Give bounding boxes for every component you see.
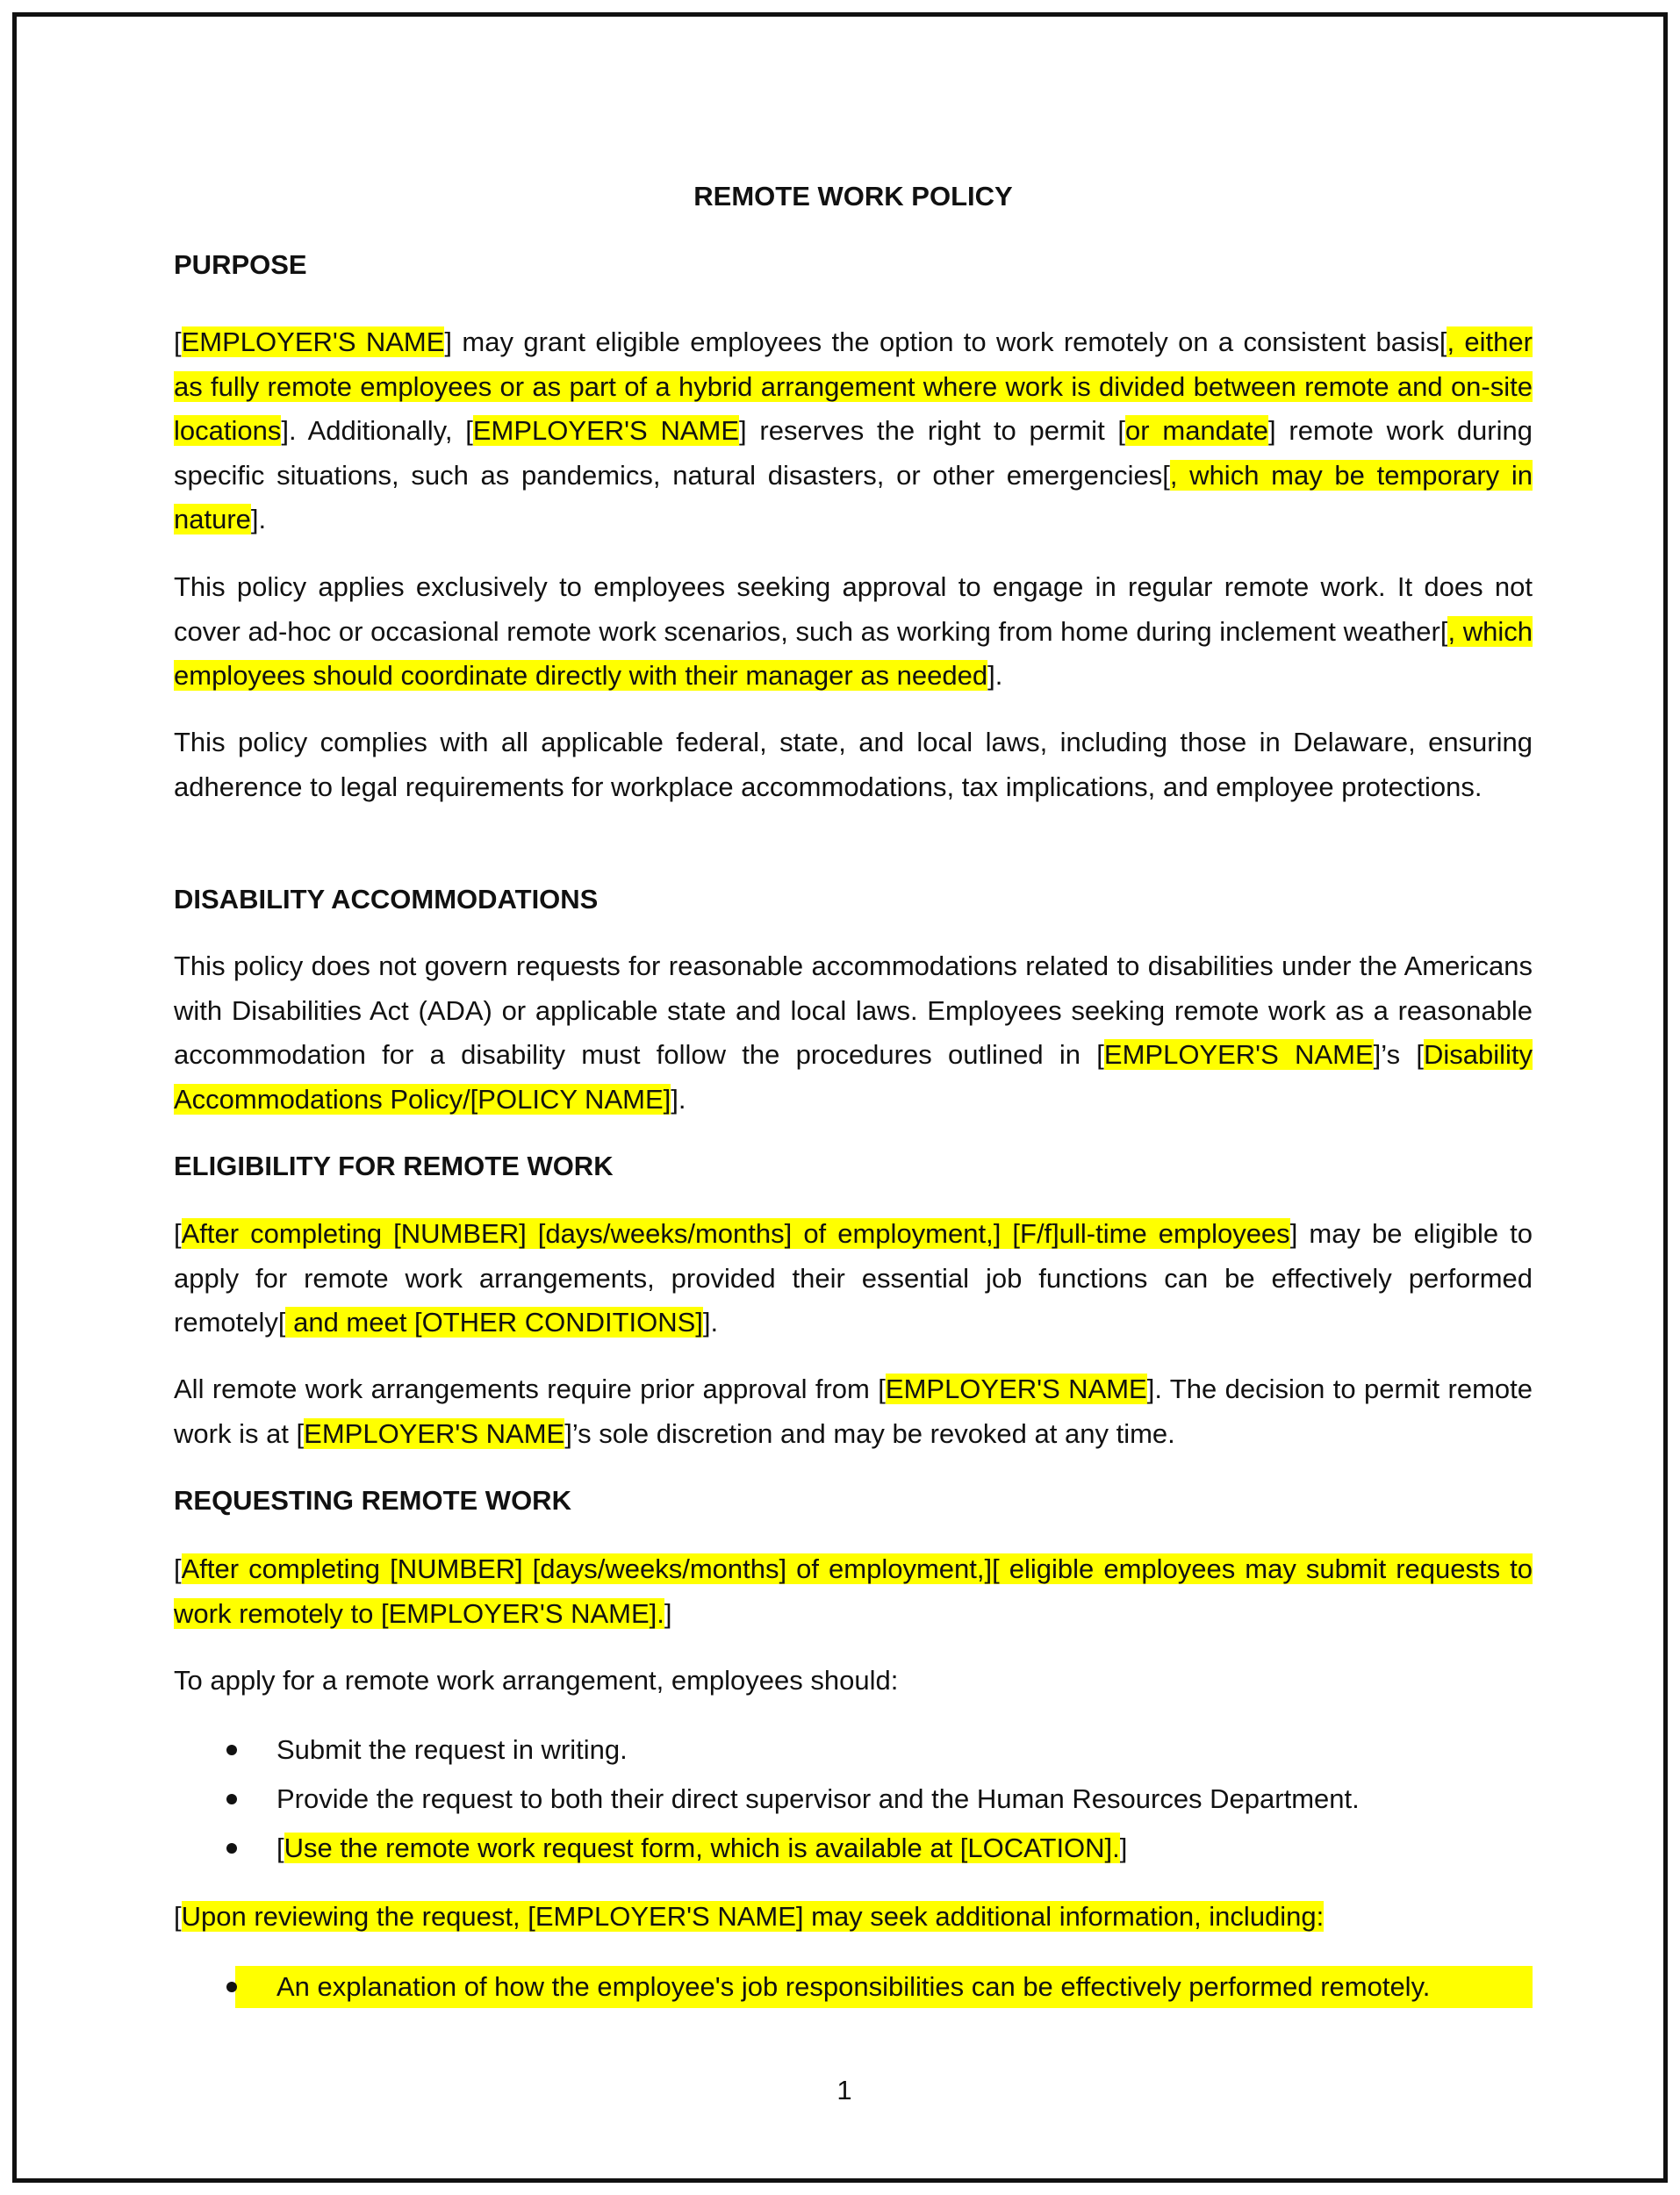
bullet-icon — [226, 1794, 237, 1804]
section-heading-eligibility: ELIGIBILITY FOR REMOTE WORK — [174, 1151, 614, 1181]
highlighted-placeholder: EMPLOYER'S NAME — [472, 415, 740, 446]
highlighted-placeholder: EMPLOYER'S NAME — [885, 1374, 1147, 1404]
text-run: ] remote work during specific situations, such as pandemics, natural disasters, or other emergencies[ — [174, 415, 1533, 491]
highlighted-placeholder: EMPLOYER'S NAME — [304, 1417, 565, 1449]
page-number: 1 — [836, 2075, 852, 2105]
text-run: This policy complies with all applicable federal, state, and local laws, including those in Delaware, ensuring adherence to legal requirements for workplace accommodations, tax implications, and employee protections. — [174, 727, 1533, 802]
highlighted-placeholder: , which employees should coordinate directly with their manager as needed — [174, 615, 1533, 691]
document-title: REMOTE WORK POLICY — [693, 181, 1013, 212]
highlighted-placeholder: EMPLOYER'S NAME — [181, 326, 445, 357]
section-heading-purpose: PURPOSE — [174, 249, 307, 280]
additional-info-list — [174, 1962, 1533, 2012]
highlighted-placeholder: and meet [OTHER CONDITIONS] — [285, 1307, 703, 1338]
text-run: This policy does not govern requests for reasonable accommodations related to disabilities under the Americans with Disabilities Act (ADA) or applicable state and local laws. Employees seeking remote work as a reasonable accommodation for a disability must follow the procedures outlined in [ — [174, 950, 1533, 1070]
list-item: An explanation of how the employee's job responsibilities can be effectively performed remotely. — [174, 1962, 1533, 2012]
text-run: ]. Additionally, [ — [281, 415, 473, 446]
text-run: [ — [174, 1553, 182, 1584]
text-run: [ — [174, 1218, 182, 1249]
text-run: ]’s [ — [1373, 1039, 1424, 1070]
highlighted-bullet-text: [Use the remote work request form, which is available at [LOCATION].] — [276, 1833, 1128, 1863]
bullet-icon — [226, 1745, 237, 1755]
purpose-paragraph-1 — [174, 320, 1533, 542]
text-run: All remote work arrangements require prior approval from [ — [174, 1374, 886, 1404]
text-run: ] may be eligible to apply for remote work arrangements, provided their essential job functions can be effectively performed remotely[ — [174, 1218, 1533, 1338]
document-page — [12, 12, 1668, 2183]
highlighted-placeholder: After completing [NUMBER] [days/weeks/months] of employment,] [F/f]ull-time employees — [181, 1218, 1290, 1249]
text-run: ]. — [987, 660, 1003, 691]
highlighted-placeholder: , either as fully remote employees or as part of a hybrid arrangement where work is divided between remote and on-site locations — [174, 326, 1533, 446]
list-item: Submit the request in writing. — [174, 1725, 1533, 1775]
bullet-icon — [226, 1982, 237, 1992]
requirements-list — [174, 1725, 1533, 1873]
text-run: ] may grant eligible employees the option to work remotely on a consistent basis[ — [444, 326, 1447, 357]
text-run: ] — [664, 1597, 672, 1629]
text-run: ]’s sole discretion and may be revoked at any time. — [564, 1417, 1175, 1449]
highlighted-placeholder: After completing [NUMBER] [days/weeks/months] of employment,][ eligible employees may submit requests to work remotely to [EMPLOYER'S NAME]. — [174, 1553, 1533, 1629]
bullet-icon — [226, 1843, 237, 1854]
list-item: Provide the request to both their direct supervisor and the Human Resources Department. — [174, 1775, 1533, 1824]
text-run: ]. — [250, 504, 267, 534]
requesting-paragraph-2 — [174, 1659, 1533, 1704]
disability-paragraph-1 — [174, 944, 1533, 1122]
text-run: [ — [174, 1901, 182, 1932]
purpose-paragraph-2 — [174, 565, 1533, 699]
text-run: ]. — [671, 1083, 686, 1115]
highlighted-placeholder: or mandate — [1125, 415, 1269, 446]
highlighted-placeholder: Disability Accommodations Policy/[POLICY NAME] — [174, 1039, 1533, 1115]
highlighted-placeholder: Upon reviewing the request, [EMPLOYER'S NAME] may seek additional information, including: — [181, 1901, 1325, 1932]
section-heading-disability: DISABILITY ACCOMMODATIONS — [174, 884, 599, 915]
requesting-paragraph-1 — [174, 1547, 1533, 1636]
text-run: ]. The decision to permit remote work is at [ — [174, 1374, 1533, 1449]
highlighted-placeholder: , which may be temporary in nature — [174, 459, 1533, 534]
highlighted-placeholder: EMPLOYER'S NAME — [1103, 1039, 1374, 1070]
eligibility-paragraph-1 — [174, 1212, 1533, 1345]
text-run: ]. — [702, 1307, 719, 1338]
text-run: To apply for a remote work arrangement, employees should: — [174, 1665, 899, 1696]
list-item — [174, 1824, 1533, 1873]
purpose-paragraph-3 — [174, 721, 1533, 809]
requesting-paragraph-3 — [174, 1895, 1533, 1940]
eligibility-paragraph-2 — [174, 1367, 1533, 1456]
text-run: [ — [174, 326, 182, 357]
text-run: ] reserves the right to permit [ — [739, 415, 1126, 446]
section-heading-requesting: REQUESTING REMOTE WORK — [174, 1485, 571, 1516]
text-run: This policy applies exclusively to employees seeking approval to engage in regular remote work. It does not cover ad-hoc or occasional remote work scenarios, such as working from home during inclement weather[ — [174, 571, 1533, 647]
